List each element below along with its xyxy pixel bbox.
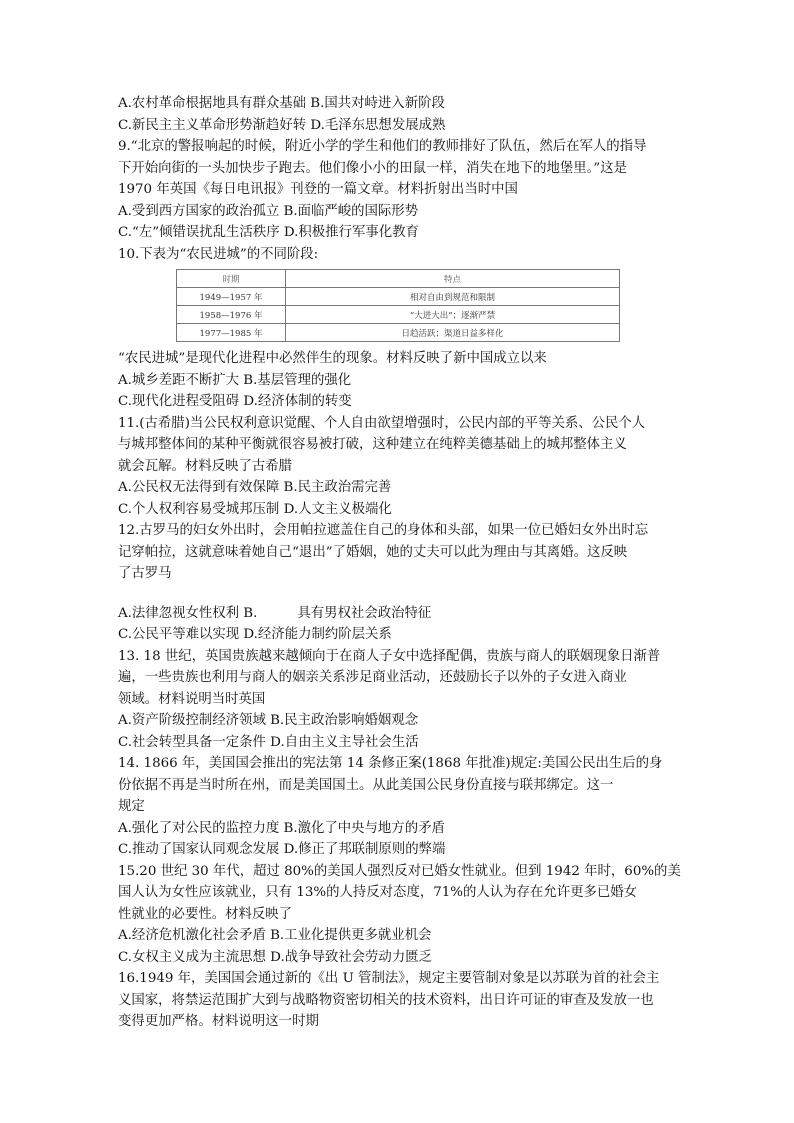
text-line: A.农村革命根据地具有群众基础 B.国共对峙进入新阶段 — [118, 96, 445, 111]
text-line: 1970 年英国《每日电讯报》刊登的一篇文章。材料折射出当时中国 — [118, 182, 518, 197]
text-line: 义国家，将禁运范围扩大到与战略物资密切相关的技术资料，出日许可证的审查及发放一也 — [118, 992, 654, 1008]
question-text — [118, 93, 681, 1033]
text-line: C.“左”倾错误扰乱生活秩序 D.积极推行军事化教育 — [118, 225, 419, 240]
text-line: 下开始向街的一头加快步子跑去。他们像小小的田鼠一样，消失在地下的地堡里。”这是 — [118, 160, 627, 176]
lines-a — [118, 93, 678, 265]
table-row — [177, 324, 620, 342]
text-line: 国人认为女性应该就业，只有 13%的人持反对态度，71%的人认为存在允许更多已婚女 — [118, 885, 638, 900]
farmers-city-table — [176, 269, 620, 342]
text-line: C.公民平等难以实现 D.经济能力制约阶层关系 — [118, 627, 392, 642]
text-line: 10.下表为“农民进城”的不同阶段: — [118, 246, 319, 262]
text-line: 9.“北京的警报响起的时候，附近小学的学生和他们的教师排好了队伍，然后在军人的指导 — [118, 139, 647, 154]
text-line: 14. 1866 年，美国国会推出的宪法第 14 条修正案(1868 年批准)规定:美国公民出生后的身 — [118, 756, 663, 771]
q12-option-b: 具有男权社会政治特征 — [297, 605, 432, 621]
text-line: C.推动了国家认同观念发展 D.修正了邦联制原则的弊端 — [118, 842, 446, 857]
table-header-period: 时期 — [177, 270, 286, 288]
text-line: 规定 — [118, 799, 145, 814]
text-line: 记穿帕拉，这就意味着她自己“退出”了婚姻，她的丈夫可以此为理由与其离婚。这反映 — [118, 544, 628, 560]
text-line: “农民进城”是现代化进程中必然伴生的现象。材料反映了新中国成立以来 — [118, 351, 547, 366]
text-line: A.城乡差距不断扩大 B.基层管理的强化 — [118, 372, 352, 388]
text-line: C.个人权利容易受城邦压制 D.人文主义极端化 — [118, 501, 392, 517]
text-line: A.公民权无法得到有效保障 B.民主政治需完善 — [118, 480, 392, 495]
text-line: 12.古罗马的妇女外出时，会用帕拉遮盖住自己的身体和头部，如果一位已婚妇女外出时忘 — [118, 523, 649, 538]
blank-gap — [118, 585, 678, 603]
text-line: 15.20 世纪 30 年代，超过 80%的美国人强烈反对已婚女性就业。但到 1942 年时，60%的美 — [118, 863, 681, 879]
text-line: A.受到西方国家的政治孤立 B.面临严峻的国际形势 — [118, 203, 419, 219]
text-line: 16.1949 年，美国国会通过新的《出 U 管制法》，规定主要管制对象是以苏联为首的社会主 — [118, 971, 660, 986]
q12-option-ab — [118, 603, 678, 625]
text-line: A.资产阶级控制经济领域 B.民主政治影响婚姻观念 — [118, 713, 419, 728]
lines-b — [118, 348, 678, 585]
table-cell: 1977—1985 年 — [177, 324, 286, 342]
text-line: 13. 18 世纪，英国贵族越来越倾向于在商人子女中选择配偶，贵族与商人的联姻现象日渐普 — [118, 648, 661, 664]
text-line: 与城邦整体间的某种平衡就很容易被打破，这种建立在纯粹美德基础上的城邦整体主义 — [118, 437, 627, 452]
table-cell: 日趋活跃；渠道日益多样化 — [286, 324, 620, 342]
q12-option-a: A.法律忽视女性权利 B. — [118, 605, 258, 621]
text-line: A.强化了对公民的监控力度 B.激化了中央与地方的矛盾 — [118, 820, 445, 836]
text-line: 了古罗马 — [118, 566, 172, 581]
text-line: C.女权主义成为主流思想 D.战争导致社会劳动力匮乏 — [118, 949, 432, 965]
table-row — [177, 288, 620, 306]
table-cell: “大进大出”；逐渐严禁 — [286, 306, 620, 324]
table-cell: 1958—1976 年 — [177, 306, 286, 324]
text-line: 变得更加严格。材料说明这一时期 — [118, 1014, 319, 1029]
table-header-feature: 特点 — [286, 270, 620, 288]
text-line: 11.(古希腊)当公民权利意识觉醒、个人自由欲望增强时，公民内部的平等关系、公民个人 — [118, 415, 646, 431]
text-line: 份依据不再是当时所在州，而是美国国土。从此美国公民身份直接与联邦绑定。这一 — [118, 777, 614, 793]
text-line: 遍，一些贵族也利用与商人的姻亲关系涉足商业活动，还鼓励长子以外的子女进入商业 — [118, 670, 627, 685]
text-line: C.新民主主义革命形势渐趋好转 D.毛泽东思想发展成熟 — [118, 117, 446, 133]
text-line: C.社会转型具备一定条件 D.自由主义主导社会生活 — [118, 734, 419, 750]
text-line: C.现代化进程受阻碍 D.经济体制的转变 — [118, 394, 352, 409]
text-line: 就会瓦解。材料反映了古希腊 — [118, 458, 293, 474]
text-line: 性就业的必要性。材料反映了 — [118, 906, 293, 922]
table-header-row — [177, 270, 620, 288]
text-line: 领域。材料说明当时英国 — [118, 691, 266, 707]
text-line: A.经济危机激化社会矛盾 B.工业化提供更多就业机会 — [118, 928, 432, 943]
table-cell: 相对自由到规范和限制 — [286, 288, 620, 306]
table-cell: 1949—1957 年 — [177, 288, 286, 306]
lines-c — [118, 624, 681, 1033]
table-row — [177, 306, 620, 324]
